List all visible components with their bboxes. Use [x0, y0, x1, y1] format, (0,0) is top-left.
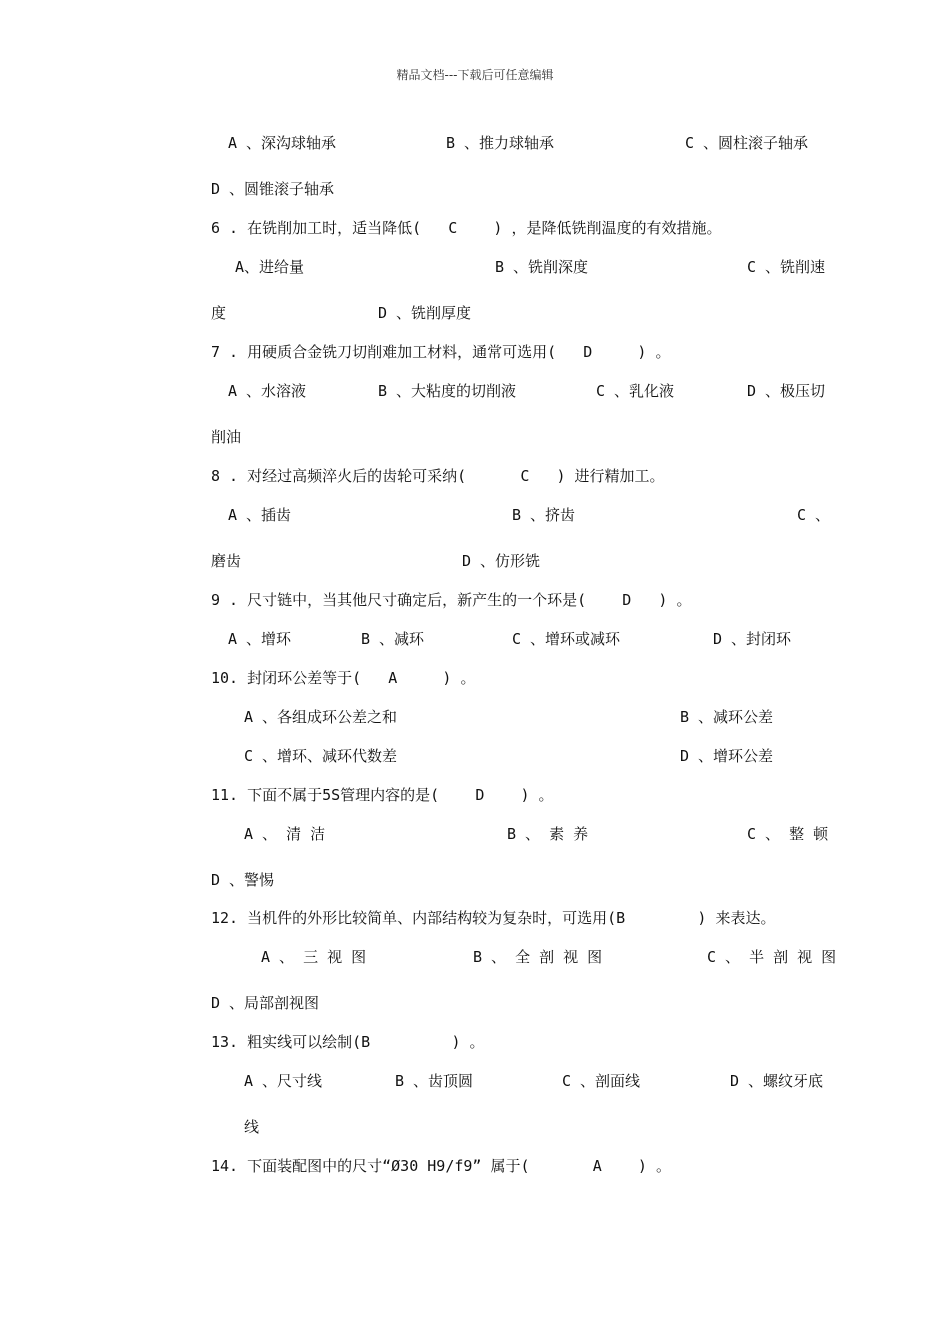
- q13-question: 13. 粗实线可以绘制(B ) 。: [211, 1033, 485, 1051]
- q6-option-d: D 、铣削厚度: [378, 304, 472, 322]
- q11-question: 11. 下面不属于5S管理内容的是( D ) 。: [211, 786, 554, 804]
- q7-question: 7 . 用硬质合金铣刀切削难加工材料，通常可选用( D ) 。: [211, 343, 671, 361]
- q8-option-c-continued: 磨齿: [211, 552, 242, 570]
- q9-option-b: B 、减环: [361, 630, 425, 648]
- q11-option-d: D 、警惕: [211, 871, 275, 889]
- q11-option-c: C 、 整 顿: [747, 825, 829, 843]
- q11-option-a: A 、 清 洁: [244, 825, 326, 843]
- q8-option-a: A 、插齿: [228, 506, 292, 524]
- q5-option-b: B 、推力球轴承: [446, 134, 555, 152]
- q12-option-c: C 、 半 剖 视 图: [707, 948, 837, 966]
- q7-option-d: D 、极压切: [747, 382, 826, 400]
- q7-option-d-continued: 削油: [211, 428, 242, 446]
- q8-option-d: D 、仿形铣: [462, 552, 541, 570]
- q12-option-b: B 、 全 剖 视 图: [473, 948, 603, 966]
- q13-option-d-continued: 线: [244, 1118, 260, 1136]
- q13-option-c: C 、剖面线: [562, 1072, 641, 1090]
- q7-option-b: B 、大粘度的切削液: [378, 382, 517, 400]
- q13-option-b: B 、齿顶圆: [395, 1072, 474, 1090]
- q13-option-d: D 、螺纹牙底: [730, 1072, 824, 1090]
- q10-option-a: A 、各组成环公差之和: [244, 708, 398, 726]
- q11-option-b: B 、 素 养: [507, 825, 589, 843]
- q12-question: 12. 当机件的外形比较简单、内部结构较为复杂时，可选用(B ) 来表达。: [211, 909, 776, 927]
- q6-option-a: A、进给量: [235, 258, 305, 276]
- q9-question: 9 . 尺寸链中，当其他尺寸确定后，新产生的一个环是( D ) 。: [211, 591, 692, 609]
- q6-option-c-continued: 度: [211, 304, 227, 322]
- q7-option-a: A 、水溶液: [228, 382, 307, 400]
- q14-question: 14. 下面装配图中的尺寸“Ø30 H9/f9” 属于( A ) 。: [211, 1157, 671, 1175]
- q7-option-c: C 、乳化液: [596, 382, 675, 400]
- q8-question: 8 . 对经过高频淬火后的齿轮可采纳( C ) 进行精加工。: [211, 467, 665, 485]
- q10-option-c: C 、增环、减环代数差: [244, 747, 398, 765]
- q5-option-c: C 、圆柱滚子轴承: [685, 134, 809, 152]
- q6-option-b: B 、铣削深度: [495, 258, 589, 276]
- q8-option-c: C 、: [797, 506, 831, 524]
- q9-option-d: D 、封闭环: [713, 630, 792, 648]
- q5-option-d: D 、圆锥滚子轴承: [211, 180, 335, 198]
- q5-option-a: A 、深沟球轴承: [228, 134, 337, 152]
- q6-question: 6 . 在铣削加工时，适当降低( C ) ，是降低铣削温度的有效措施。: [211, 219, 722, 237]
- page-header: 精品文档---下载后可任意编辑: [396, 68, 554, 82]
- q12-option-d: D 、局部剖视图: [211, 994, 320, 1012]
- q9-option-a: A 、增环: [228, 630, 292, 648]
- q12-option-a: A 、 三 视 图: [261, 948, 367, 966]
- q6-option-c: C 、铣削速: [747, 258, 826, 276]
- q10-option-b: B 、减环公差: [680, 708, 774, 726]
- q8-option-b: B 、挤齿: [512, 506, 576, 524]
- q13-option-a: A 、尺寸线: [244, 1072, 323, 1090]
- q9-option-c: C 、增环或减环: [512, 630, 621, 648]
- q10-question: 10. 封闭环公差等于( A ) 。: [211, 669, 476, 687]
- q10-option-d: D 、增环公差: [680, 747, 774, 765]
